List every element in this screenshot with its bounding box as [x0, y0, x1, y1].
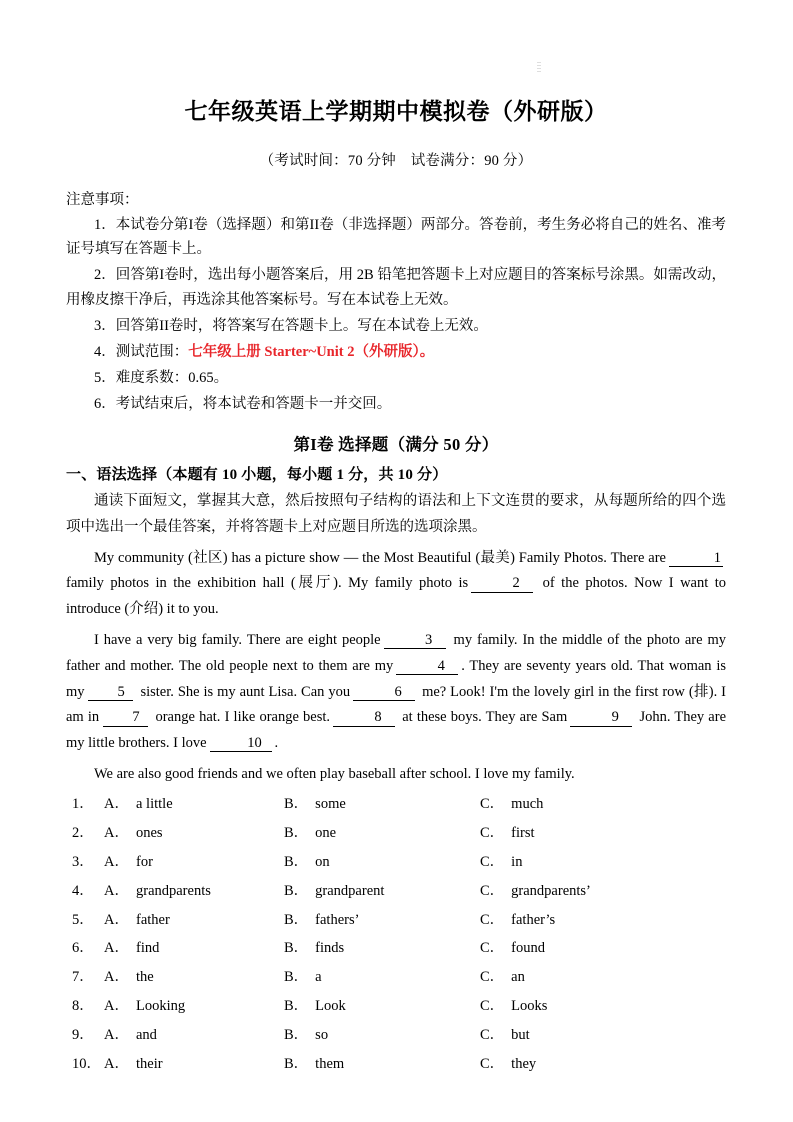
option-a[interactable]: [104, 1028, 284, 1044]
question-number: 7．: [72, 969, 94, 986]
option-c-key: C．: [480, 911, 505, 928]
option-a[interactable]: [104, 941, 284, 957]
option-c[interactable]: [480, 970, 670, 986]
option-b-label: some: [315, 795, 346, 812]
question-number: 6．: [72, 940, 94, 957]
passage-text: me? Look! I'm the lovely girl in the first row (排). I am in: [66, 683, 727, 726]
question-row-9: [66, 1028, 726, 1044]
notice-item-6: 6．考试结束后，将本试卷和答题卡一并交回。: [94, 396, 392, 413]
question-row-7: [66, 970, 726, 986]
option-a-key: A．: [104, 940, 129, 957]
option-c-key: C．: [480, 969, 505, 986]
option-c-key: C．: [480, 882, 505, 899]
option-c[interactable]: [480, 826, 670, 842]
notice-item-4-prefix: 4．测试范围：: [94, 344, 189, 361]
option-b-label: them: [315, 1056, 345, 1073]
option-b[interactable]: [284, 855, 480, 871]
blank-3[interactable]: 3: [384, 633, 446, 649]
option-a-label: for: [135, 853, 153, 870]
option-c-key: C．: [480, 998, 505, 1015]
option-a[interactable]: [104, 913, 284, 929]
option-b-key: B．: [284, 911, 309, 928]
choices-list: [66, 797, 726, 1073]
option-c-key: C．: [480, 853, 505, 870]
option-c[interactable]: [480, 884, 670, 900]
passage-text: My community (社区) has a picture show — the Most Beautiful (最美) Family Photos. There are: [94, 549, 666, 566]
question-row-10: [66, 1057, 726, 1073]
option-a-label: find: [135, 940, 160, 957]
question-number: 2．: [72, 824, 94, 841]
option-b-label: on: [315, 853, 330, 870]
passage-text: John. They are my little brothers. I love: [66, 709, 726, 752]
page-title: 七年级英语上学期期中模拟卷（外研版）: [184, 99, 608, 124]
option-c[interactable]: [480, 913, 670, 929]
notice-label: 注意事项：: [66, 192, 139, 209]
option-a-key: A．: [104, 1027, 129, 1044]
passage-text: my family. In the middle of the photo are my father and mother. The old people next to them are my: [66, 632, 726, 674]
blank-8[interactable]: 8: [333, 710, 395, 726]
page-content: [66, 56, 726, 1086]
option-b[interactable]: [284, 999, 480, 1015]
option-c[interactable]: [480, 1057, 670, 1073]
question-number: 9．: [72, 1027, 94, 1044]
option-a-key: A．: [104, 998, 129, 1015]
question-row-1: [66, 797, 726, 813]
option-a[interactable]: [104, 970, 284, 986]
option-c-label: Looks: [511, 998, 548, 1015]
option-b-key: B．: [284, 882, 309, 899]
option-a-key: A．: [104, 882, 129, 899]
passage-text: . They are seventy years old. That woman is my: [66, 657, 726, 700]
option-b[interactable]: [284, 826, 480, 842]
notice-item-1: 1．本试卷分第I卷（选择题）和第II卷（非选择题）两部分。答卷前，考生务必将自己的姓名、准考证号填写在答题卡上。: [66, 216, 726, 258]
option-b[interactable]: [284, 913, 480, 929]
question-number: 8．: [72, 998, 94, 1015]
section-instruction: 通读下面短文，掌握其大意，然后按照句子结构的语法和上下文连贯的要求，从每题所给的四个选项中选出一个最佳答案，并将答题卡上对应题目所选的选项涂黑。: [66, 493, 726, 535]
question-number: 1．: [72, 795, 94, 812]
notice-item-2: 2．回答第I卷时，选出每小题答案后，用 2B 铅笔把答题卡上对应题目的答案标号涂黑。如需改动，用橡皮擦干净后，再选涂其他答案标号。写在本试卷上无效。: [66, 267, 726, 309]
option-a[interactable]: [104, 884, 284, 900]
option-c-key: C．: [480, 824, 505, 841]
option-b-label: so: [315, 1027, 329, 1044]
notice-item-3: 3．回答第II卷时，将答案写在答题卡上。写在本试卷上无效。: [94, 318, 488, 335]
question-row-3: [66, 855, 726, 871]
option-a-label: Looking: [135, 998, 186, 1015]
question-row-8: [66, 999, 726, 1015]
blank-4[interactable]: 4: [396, 659, 458, 675]
option-b-key: B．: [284, 998, 309, 1015]
option-a[interactable]: [104, 855, 284, 871]
option-a-label: the: [135, 969, 154, 986]
option-b[interactable]: [284, 797, 480, 813]
question-number: 10．: [72, 1056, 101, 1073]
blank-7[interactable]: 7: [103, 710, 148, 726]
option-c[interactable]: [480, 941, 670, 957]
passage-text: at these boys. They are Sam: [402, 709, 568, 726]
option-c-key: C．: [480, 1027, 505, 1044]
option-c-label: father’s: [511, 911, 556, 928]
option-b-key: B．: [284, 795, 309, 812]
passage-text: sister. She is my aunt Lisa. Can you: [140, 683, 351, 700]
option-a-label: father: [135, 911, 170, 928]
option-c[interactable]: [480, 855, 670, 871]
option-b[interactable]: [284, 1028, 480, 1044]
option-a-label: grandparents: [135, 882, 211, 899]
passage-paragraph-1: [66, 546, 726, 623]
question-number: 3．: [72, 853, 94, 870]
option-b-label: Look: [315, 998, 346, 1015]
option-b[interactable]: [284, 941, 480, 957]
option-b-label: fathers’: [315, 911, 360, 928]
option-b-key: B．: [284, 1056, 309, 1073]
option-b-key: B．: [284, 940, 309, 957]
option-a-key: A．: [104, 795, 129, 812]
passage-text: .: [274, 735, 279, 752]
option-c-label: an: [511, 969, 525, 986]
option-a-key: A．: [104, 1056, 129, 1073]
passage-text: family photos in the exhibition hall (展厅). My family photo is: [66, 575, 469, 592]
option-b[interactable]: [284, 1057, 480, 1073]
option-b-label: grandparent: [315, 882, 385, 899]
option-c-label: grandparents’: [511, 882, 591, 899]
blank-2[interactable]: 2: [471, 576, 533, 592]
option-b-key: B．: [284, 824, 309, 841]
question-row-2: [66, 826, 726, 842]
part-one-title: 第I卷 选择题（满分 50 分）: [293, 435, 499, 455]
option-a[interactable]: [104, 797, 284, 813]
option-c-key: C．: [480, 1056, 505, 1073]
passage-text: orange hat. I like orange best.: [155, 709, 331, 726]
option-b-key: B．: [284, 853, 309, 870]
option-a-label: ones: [135, 824, 163, 841]
option-c[interactable]: [480, 1028, 670, 1044]
option-c-label: found: [511, 940, 546, 957]
option-c-label: first: [511, 824, 535, 841]
option-c[interactable]: [480, 999, 670, 1015]
question-row-5: [66, 913, 726, 929]
blank-5[interactable]: 5: [88, 685, 133, 701]
question-number: 4．: [72, 882, 94, 899]
option-a-label: and: [135, 1027, 157, 1044]
question-row-4: [66, 884, 726, 900]
option-c-key: C．: [480, 795, 505, 812]
option-a-label: a little: [135, 795, 173, 812]
blank-10[interactable]: 10: [210, 736, 272, 752]
option-c-label: much: [511, 795, 544, 812]
option-c-label: in: [511, 853, 523, 870]
option-b-label: finds: [315, 940, 345, 957]
exam-meta-subtitle: （考试时间：70 分钟 试卷满分：90 分）: [259, 153, 533, 170]
notice-item-4-scope: 七年级上册 Starter~Unit 2（外研版）。: [188, 344, 435, 361]
option-b-label: a: [315, 969, 322, 986]
option-a-key: A．: [104, 853, 129, 870]
option-b[interactable]: [284, 884, 480, 900]
question-row-6: [66, 941, 726, 957]
option-c[interactable]: [480, 797, 670, 813]
option-a-key: A．: [104, 824, 129, 841]
option-a-key: A．: [104, 969, 129, 986]
option-b[interactable]: [284, 970, 480, 986]
passage-paragraph-3: We are also good friends and we often play baseball after school. I love my family.: [94, 766, 575, 782]
option-c-label: they: [511, 1056, 537, 1073]
blank-1[interactable]: 1: [669, 551, 723, 567]
blank-9[interactable]: 9: [570, 710, 632, 726]
option-a[interactable]: [104, 999, 284, 1015]
option-a-label: their: [135, 1056, 163, 1073]
section-title-grammar: 一、语法选择（本题有 10 小题，每小题 1 分，共 10 分）: [66, 467, 448, 484]
passage-text: I have a very big family. There are eight people: [94, 632, 381, 649]
option-c-label: but: [511, 1027, 530, 1044]
option-a-key: A．: [104, 911, 129, 928]
option-a[interactable]: [104, 826, 284, 842]
option-a[interactable]: [104, 1057, 284, 1073]
passage-text: of the photos. Now I want to introduce (介绍) it to you.: [66, 575, 726, 618]
notice-item-5: 5．难度系数：0.65。: [94, 370, 229, 387]
blank-6[interactable]: 6: [353, 685, 415, 701]
passage-paragraph-2: [66, 628, 726, 757]
notice-item-4: [66, 340, 726, 365]
question-number: 5．: [72, 911, 94, 928]
option-c-key: C．: [480, 940, 505, 957]
option-b-label: one: [315, 824, 337, 841]
option-b-key: B．: [284, 1027, 309, 1044]
option-b-key: B．: [284, 969, 309, 986]
